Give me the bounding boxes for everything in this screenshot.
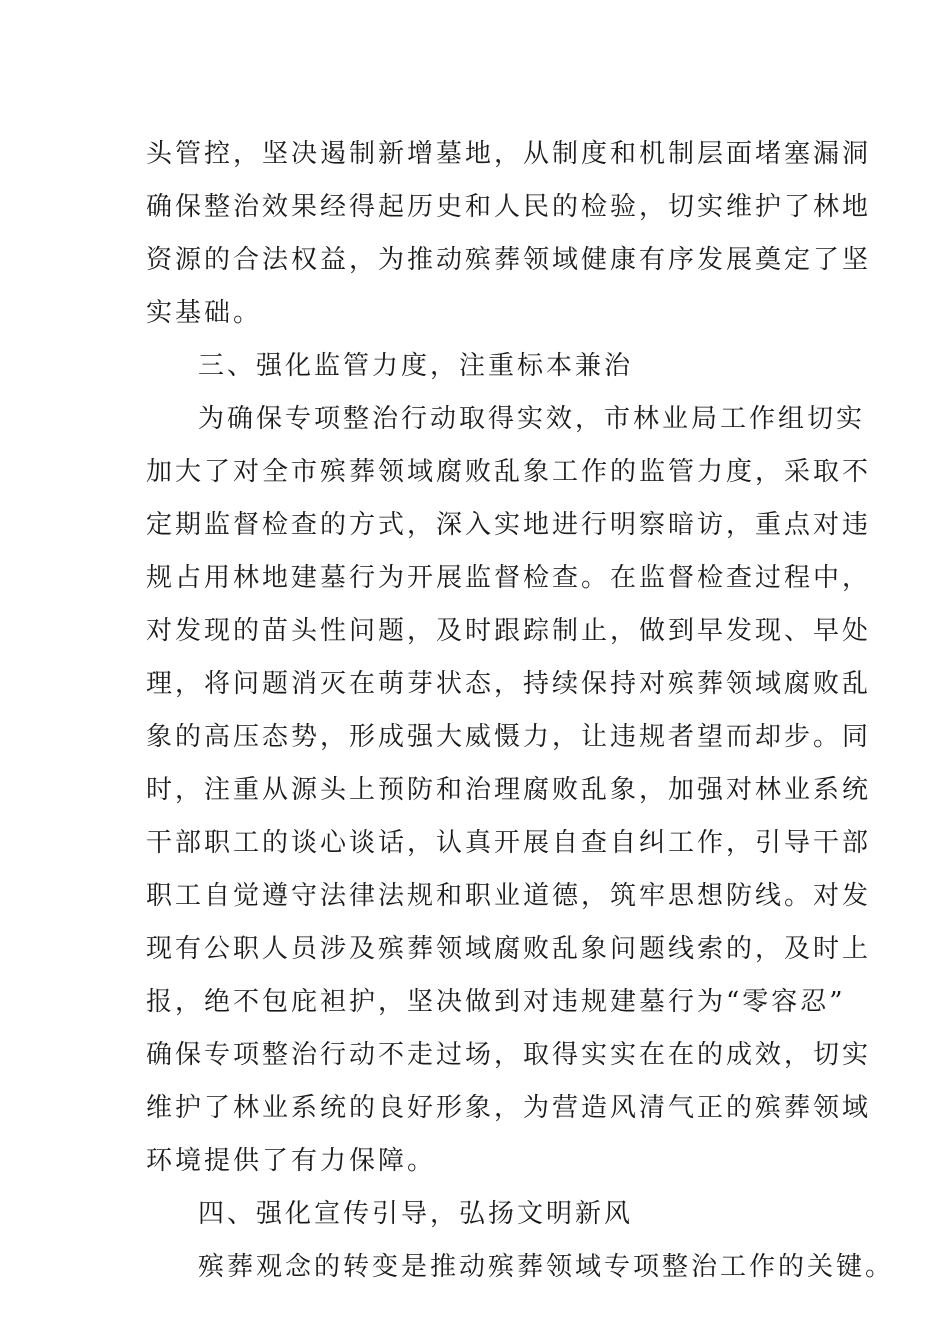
body-line: 报，绝不包庇袒护，坚决做到对违规建墓行为“零容忍” xyxy=(146,987,846,1017)
body-line: 加大了对全市殡葬领域腐败乱象工作的监管力度，采取不 xyxy=(146,457,872,487)
body-line: 维护了林业系统的良好形象，为营造风清气正的殡葬领域 xyxy=(146,1093,872,1123)
body-line: 规占用林地建墓行为开展监督检查。在监督检查过程中， xyxy=(146,563,872,593)
body-line: 资源的合法权益，为推动殡葬领域健康有序发展奠定了坚 xyxy=(146,245,872,275)
section-heading: 四、强化宣传引导，弘扬文明新风 xyxy=(198,1199,634,1229)
body-line: 殡葬观念的转变是推动殡葬领域专项整治工作的关键。 xyxy=(198,1252,895,1282)
body-line: 对发现的苗头性问题，及时跟踪制止，做到早发现、早处 xyxy=(146,616,872,646)
body-line: 干部职工的谈心谈话，认真开展自查自纠工作，引导干部 xyxy=(146,828,872,858)
body-line: 理，将问题消灭在萌芽状态，持续保持对殡葬领域腐败乱 xyxy=(146,669,872,699)
document-body xyxy=(146,128,895,1294)
body-line: 确保专项整治行动不走过场，取得实实在在的成效，切实 xyxy=(146,1040,872,1070)
body-line: 环境提供了有力保障。 xyxy=(146,1146,437,1176)
body-line: 实基础。 xyxy=(146,298,263,328)
body-line: 象的高压态势，形成强大威慑力，让违规者望而却步。同 xyxy=(146,722,872,752)
section-heading: 三、强化监管力度，注重标本兼治 xyxy=(198,351,634,381)
body-line: 确保整治效果经得起历史和人民的检验，切实维护了林地 xyxy=(146,192,872,222)
body-line: 现有公职人员涉及殡葬领域腐败乱象问题线索的，及时上 xyxy=(146,934,872,964)
body-line: 职工自觉遵守法律法规和职业道德，筑牢思想防线。对发 xyxy=(146,881,872,911)
body-line: 头管控，坚决遏制新增墓地，从制度和机制层面堵塞漏洞 xyxy=(146,139,872,169)
body-line: 时，注重从源头上预防和治理腐败乱象，加强对林业系统 xyxy=(146,775,872,805)
body-line: 定期监督检查的方式，深入实地进行明察暗访，重点对违 xyxy=(146,510,872,540)
body-line: 为确保专项整治行动取得实效，市林业局工作组切实 xyxy=(198,404,866,434)
